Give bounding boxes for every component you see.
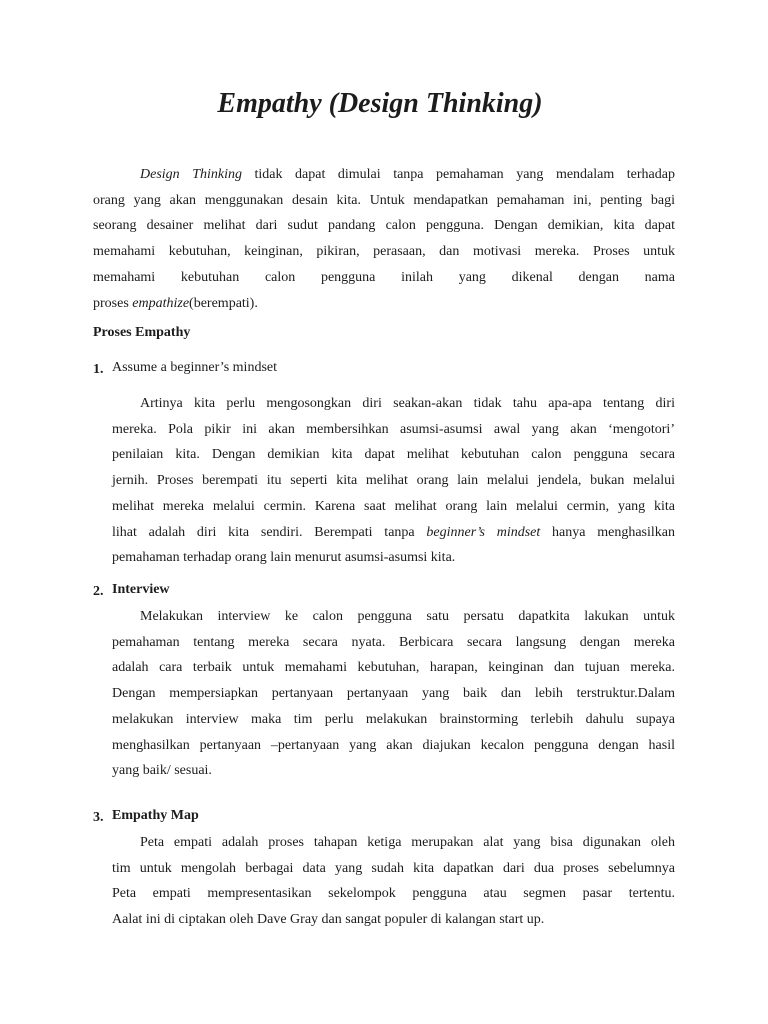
intro-line	[93, 291, 675, 317]
intro-line: seorang desainer melihat dari sudut pandang calon pengguna. Dengan demikian, kita dapat	[93, 218, 675, 234]
intro-line: memahami kebutuhan calon pengguna inilah yang dikenal dengan nama	[93, 269, 675, 285]
item-line: jernih. Proses berempati itu seperti kita melihat orang lain melalui jendela, bukan melalui	[112, 473, 675, 489]
item-line: menghasilkan pertanyaan –pertanyaan yang akan diajukan kecalon pengguna dengan hasil	[112, 737, 675, 753]
document-title: Empathy (Design Thinking)	[217, 88, 543, 119]
item-line: penilaian kita. Dengan demikian kita dapat melihat kebutuhan calon pengguna secara	[112, 447, 675, 463]
intro-line: orang yang akan menggunakan desain kita. Untuk mendapatkan pemahaman ini, penting bagi	[93, 192, 675, 208]
item-text: lihat adalah diri kita sendiri. Berempati tanpa	[112, 524, 427, 540]
intro-text: (berempati).	[189, 295, 258, 311]
intro-term: Design Thinking	[140, 167, 242, 182]
intro-text: proses	[93, 295, 133, 311]
item-number: 2.	[93, 584, 104, 599]
item-line: adalah cara terbaik untuk memahami kebutuhan, harapan, keinginan dan tujuan mereka.	[112, 660, 675, 676]
item-line	[112, 830, 675, 856]
intro-text: tidak dapat dimulai tanpa pemahaman yang mendalam terhadap	[241, 167, 675, 182]
item-line: Aalat ini di ciptakan oleh Dave Gray dan sangat populer di kalangan start up.	[112, 912, 545, 928]
item-paragraph	[112, 604, 675, 784]
item-line: tim untuk mengolah berbagai data yang sudah kita dapatkan dari dua proses sebelumnya	[112, 860, 675, 876]
item-text: Melakukan interview ke calon pengguna satu persatu dapatkita lakukan untuk	[140, 609, 675, 624]
intro-line	[93, 162, 675, 188]
intro-line: memahami kebutuhan, keinginan, pikiran, perasaan, dan motivasi mereka. Proses untuk	[93, 244, 675, 260]
item-line: melakukan interview maka tim perlu melakukan brainstorming terlebih dahulu supaya	[112, 711, 675, 727]
item-paragraph	[112, 391, 675, 571]
item-term: beginner’s mindset	[426, 524, 541, 540]
intro-term: empathize	[132, 295, 190, 311]
item-text: hanya menghasilkan	[540, 524, 675, 540]
item-title: Interview	[112, 582, 170, 597]
item-title: Assume a beginner’s mindset	[112, 360, 277, 375]
item-text: Artinya kita perlu mengosongkan diri seakan-akan tidak tahu apa-apa tentang diri	[140, 396, 675, 411]
item-line	[112, 604, 675, 630]
item-line: pemahaman tentang mereka secara nyata. Berbicara secara langsung dengan mereka	[112, 634, 675, 650]
item-line: pemahaman terhadap orang lain menurut asumsi-asumsi kita.	[112, 550, 456, 566]
item-line: Peta empati mempresentasikan sekelompok pengguna atau segmen pasar tertentu.	[112, 886, 675, 902]
item-line: Dengan mempersiapkan pertanyaan pertanyaan yang baik dan lebih terstruktur.Dalam	[112, 686, 675, 702]
intro-paragraph	[93, 162, 675, 316]
item-line: yang baik/ sesuai.	[112, 763, 212, 779]
item-line	[112, 391, 675, 417]
item-paragraph	[112, 830, 675, 933]
item-line: melihat mereka melalui cermin. Karena saat melihat orang lain melalui cermin, yang kita	[112, 498, 675, 514]
item-title: Empathy Map	[112, 808, 199, 823]
item-line	[112, 520, 675, 546]
item-line: mereka. Pola pikir ini akan membersihkan asumsi-asumsi awal yang akan ‘mengotori’	[112, 421, 675, 437]
item-text: Peta empati adalah proses tahapan ketiga merupakan alat yang bisa digunakan oleh	[140, 835, 675, 850]
section-heading: Proses Empathy	[93, 325, 191, 340]
item-number: 3.	[93, 810, 104, 825]
item-number: 1.	[93, 362, 104, 377]
